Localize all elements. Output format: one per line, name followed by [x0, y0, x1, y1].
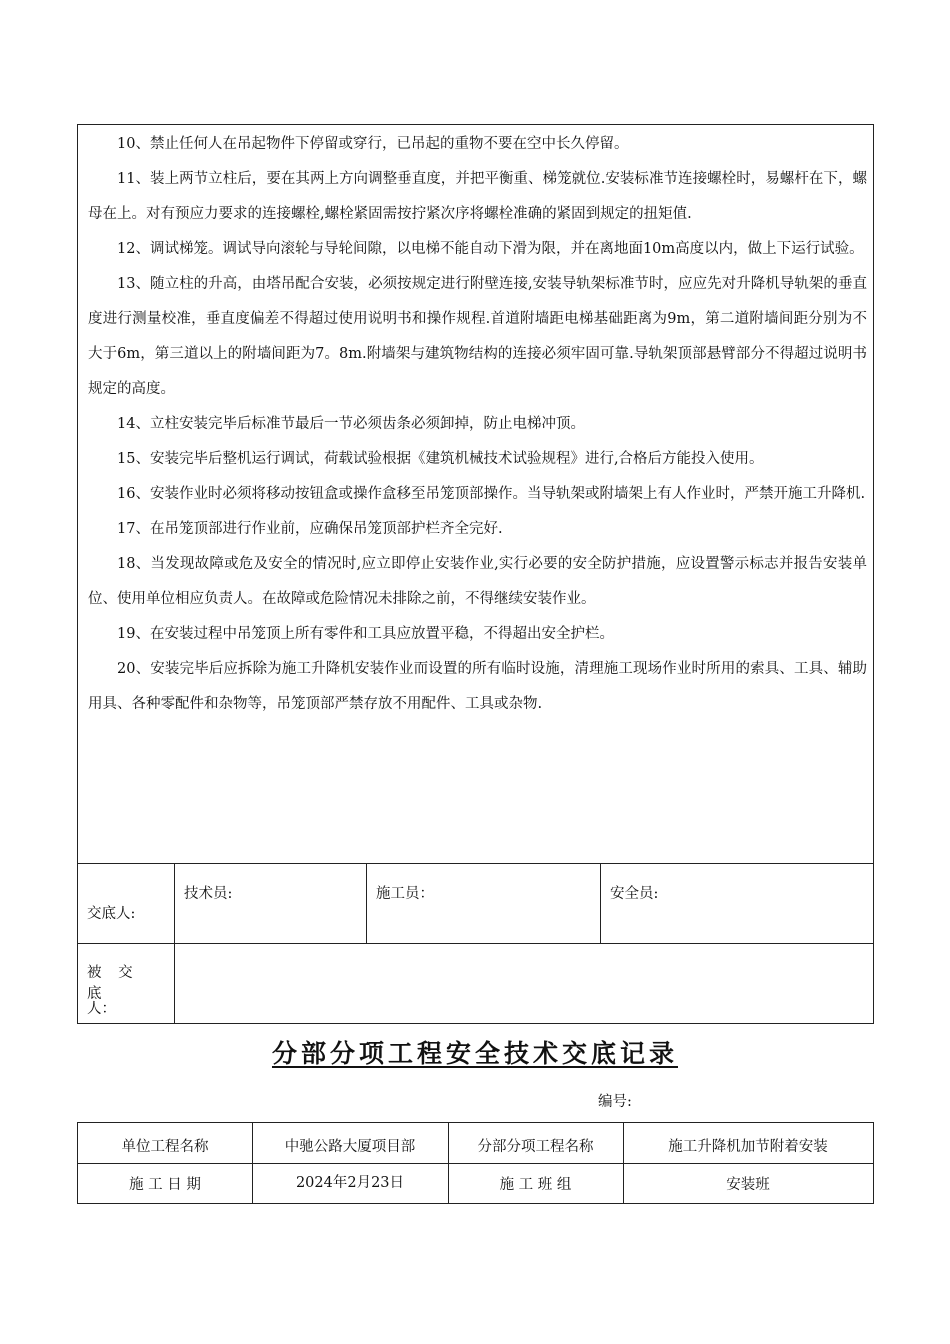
info-table — [77, 1122, 874, 1204]
disclosure-content — [78, 125, 875, 863]
paragraph-10: 10、禁止任何人在吊起物件下停留或穿行，已吊起的重物不要在空中长久停留。 — [117, 136, 629, 152]
constructor-label: 施工员： — [376, 886, 434, 902]
receiver-row — [78, 943, 873, 1024]
paragraph-14: 14、立柱安装完毕后标准节最后一节必须齿条必须卸掉，防止电梯冲顶。 — [117, 416, 585, 432]
paragraph-11: 11、装上两节立柱后，要在其两上方向调整垂直度，并把平衡重、梯笼就位.安装标准节连接螺栓时，易螺杆在下，螺母在上。对有预应力要求的连接螺栓,螺栓紧固需按拧紧次序将螺栓准确的紧固到规定的扭矩值. — [88, 171, 867, 222]
technician-label: 技术员: — [184, 886, 233, 902]
team-value: 安装班 — [726, 1177, 770, 1193]
paragraph-16: 16、安装作业时必须将移动按钮盒或操作盒移至吊笼顶部操作。当导轨架或附墙架上有人作业时，严禁开施工升降机. — [117, 486, 866, 502]
receiver-label-line1: 被 交 底 — [87, 965, 139, 1002]
paragraph-15: 15、安装完毕后整机运行调试，荷载试验根据《建筑机械技术试验规程》进行,合格后方能投入使用。 — [117, 451, 764, 467]
divider — [366, 864, 367, 944]
paragraph-12: 12、调试梯笼。调试导向滚轮与导轮间隙，以电梯不能自动下滑为限，并在离地面10m高度以内，做上下运行试验。 — [117, 241, 864, 257]
number-label: 编号: — [598, 1094, 632, 1110]
paragraph-20: 20、安装完毕后应拆除为施工升降机安装作业而设置的所有临时设施，清理施工现场作业时所用的索具、工具、辅助用具、各种零配件和杂物等，吊笼顶部严禁存放不用配件、工具或杂物. — [88, 661, 867, 712]
divider — [174, 864, 175, 944]
unit-project-value: 中驰公路大厦项目部 — [284, 1139, 416, 1155]
signature-row — [78, 863, 873, 944]
form-title: 分部分项工程安全技术交底记录 — [271, 1039, 678, 1068]
receiver-label-line2: 人： — [87, 1001, 116, 1017]
safety-officer-label: 安全员: — [610, 886, 659, 902]
sub-project-label: 分部分项工程名称 — [477, 1139, 594, 1155]
divider — [174, 944, 175, 1024]
paragraph-19: 19、在安装过程中吊笼顶上所有零件和工具应放置平稳，不得超出安全护栏。 — [117, 626, 614, 642]
disclosure-frame — [77, 124, 874, 1024]
divider — [600, 864, 601, 944]
date-label: 施 工 日 期 — [129, 1177, 201, 1193]
sub-project-value: 施工升降机加节附着安装 — [668, 1139, 828, 1155]
team-label: 施 工 班 组 — [499, 1177, 572, 1193]
date-value: 2024年2月23日 — [295, 1175, 405, 1191]
handover-label: 交底人: — [87, 906, 136, 922]
paragraph-17: 17、在吊笼顶部进行作业前，应确保吊笼顶部护栏齐全完好. — [117, 521, 503, 537]
unit-project-label: 单位工程名称 — [121, 1139, 209, 1155]
paragraph-18: 18、当发现故障或危及安全的情况时,应立即停止安装作业,实行必要的安全防护措施，应设置警示标志并报告安装单位、使用单位相应负责人。在故障或危险情况未排除之前，不得继续安装作业。 — [88, 556, 867, 607]
paragraph-13: 13、随立柱的升高，由塔吊配合安装，必须按规定进行附壁连接,安装导轨架标准节时，应应先对升降机导轨架的垂直度进行测量校准，垂直度偏差不得超过使用说明书和操作规程.首道附墙距电梯基础距离为9m，第二道附墙间距分别为不大于6m，第三道以上的附墙间距为7。8m.附墙架与建筑物结构的连接必须牢固可靠.导轨架顶部悬臂部分不得超过说明书规定的高度。 — [88, 276, 867, 397]
